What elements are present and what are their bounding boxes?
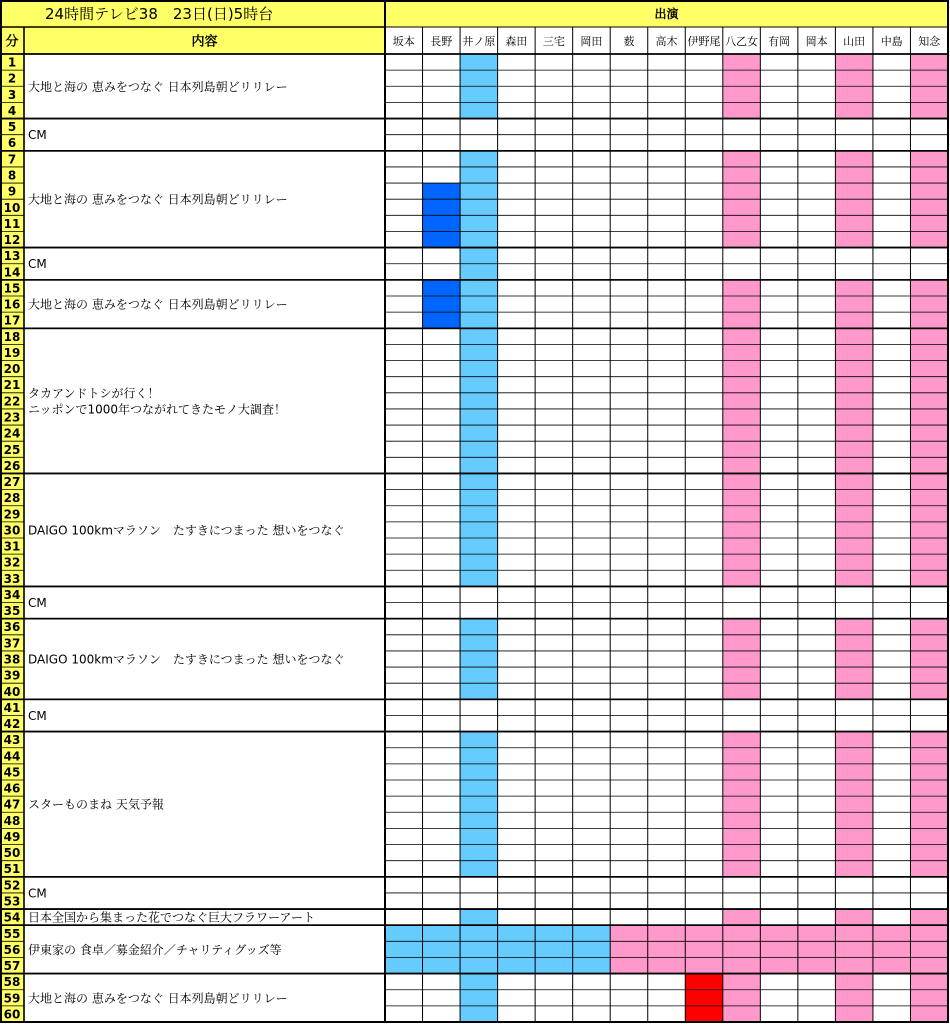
cast-fill-pink <box>835 974 873 1022</box>
cast-fill-pink <box>910 974 948 1022</box>
segment-label: ニッポンで1000年つながれてきたモノ大調査！ <box>28 402 286 417</box>
cast-fill-light_blue <box>460 732 498 877</box>
cast-fill-pink <box>910 280 948 587</box>
minute-number: 12 <box>3 233 21 248</box>
cast-fill-pink <box>723 619 761 700</box>
minute-number: 35 <box>3 604 21 619</box>
minute-number: 28 <box>3 491 21 506</box>
minute-number: 21 <box>3 378 21 393</box>
minute-number: 51 <box>3 862 21 877</box>
performer-name: 有岡 <box>768 35 791 48</box>
minute-header: 分 <box>5 34 19 50</box>
performer-name: 伊野尾 <box>687 35 721 48</box>
minute-number: 39 <box>3 668 21 683</box>
minute-number: 9 <box>7 184 17 199</box>
content-header: 内容 <box>191 34 218 50</box>
minute-number: 1 <box>7 55 17 70</box>
minute-number: 29 <box>3 507 21 522</box>
segment-label: 大地と海の 恵みをつなぐ 日本列島朝どリリレー <box>28 79 288 94</box>
cast-fill-pink <box>723 909 761 925</box>
minute-number: 48 <box>3 813 21 828</box>
minute-number: 14 <box>3 265 21 280</box>
minute-number: 34 <box>3 587 21 602</box>
minute-number: 56 <box>3 942 21 957</box>
minute-number: 50 <box>3 846 21 861</box>
segment-label: 日本全国から集まった花でつなぐ巨大フラワーアート <box>28 910 316 925</box>
performer-name: 知念 <box>918 35 941 48</box>
minute-number: 52 <box>3 878 21 893</box>
segment-label: 大地と海の 恵みをつなぐ 日本列島朝どリリレー <box>28 297 288 312</box>
segment-label: CM <box>28 886 47 901</box>
performer-name: 長野 <box>430 35 453 48</box>
minute-number: 31 <box>3 539 21 554</box>
cast-fill-pink <box>723 974 761 1022</box>
minute-number: 8 <box>7 168 17 183</box>
cast-fill-dark_blue <box>423 280 461 328</box>
performer-name: 井ノ原 <box>462 35 496 48</box>
cast-fill-pink <box>910 732 948 877</box>
minute-number: 49 <box>3 829 21 844</box>
minute-number: 20 <box>3 362 21 377</box>
minute-number: 17 <box>3 313 21 328</box>
minute-number: 42 <box>3 717 21 732</box>
minute-number: 16 <box>3 297 21 312</box>
segment-label: DAIGO 100kmマラソン たすきにつまった 想いをつなぐ <box>28 523 345 538</box>
cast-fill-red <box>685 974 723 1022</box>
segment-label: タカアンドトシが行く！ <box>28 386 160 401</box>
minute-number: 41 <box>3 700 21 715</box>
minute-number: 45 <box>3 765 21 780</box>
segment-label: CM <box>28 128 47 143</box>
cast-fill-pink <box>835 619 873 700</box>
cast-fill-pink <box>610 925 948 973</box>
minute-number: 43 <box>3 733 21 748</box>
segment-label: スターものまね 天気予報 <box>28 797 164 812</box>
minute-number: 2 <box>7 71 17 86</box>
minute-number: 5 <box>7 120 17 135</box>
cast-fill-pink <box>910 909 948 925</box>
minute-number: 10 <box>3 200 21 215</box>
minute-number: 19 <box>3 345 21 360</box>
cast-fill-light_blue <box>460 619 498 700</box>
segment-label: DAIGO 100kmマラソン たすきにつまった 想いをつなぐ <box>28 652 345 667</box>
cast-fill-pink <box>910 619 948 700</box>
minute-number: 30 <box>3 523 21 538</box>
minute-number: 47 <box>3 797 21 812</box>
cast-fill-light_blue <box>460 151 498 328</box>
cast-fill-pink <box>723 280 761 587</box>
segment-label: CM <box>28 708 47 723</box>
minute-number: 37 <box>3 636 21 651</box>
segment-label: CM <box>28 596 47 611</box>
cast-fill-pink <box>835 280 873 587</box>
cast-fill-pink <box>835 909 873 925</box>
minute-number: 23 <box>3 410 21 425</box>
minute-number: 60 <box>3 1007 21 1022</box>
minute-number: 57 <box>3 959 21 974</box>
performer-name: 岡田 <box>580 35 603 48</box>
performer-name: 薮 <box>623 35 635 48</box>
performer-name: 坂本 <box>392 35 415 48</box>
minute-number: 32 <box>3 555 21 570</box>
minute-number: 11 <box>3 216 21 231</box>
performer-name: 岡本 <box>805 35 828 48</box>
segment-label: 大地と海の 恵みをつなぐ 日本列島朝どリリレー <box>28 192 288 207</box>
cast-fill-pink <box>835 732 873 877</box>
minute-number: 55 <box>3 926 21 941</box>
minute-number: 25 <box>3 442 21 457</box>
minute-number: 24 <box>3 426 21 441</box>
minute-number: 27 <box>3 475 21 490</box>
cast-fill-light_blue <box>460 974 498 1022</box>
minute-number: 54 <box>3 910 21 925</box>
minute-number: 53 <box>3 894 21 909</box>
page-title: 24時間テレビ38 23日(日)5時台 <box>45 5 274 23</box>
minute-number: 40 <box>3 684 21 699</box>
minute-number: 26 <box>3 458 21 473</box>
minute-number: 22 <box>3 394 21 409</box>
minute-number: 6 <box>7 136 17 151</box>
minute-number: 33 <box>3 571 21 586</box>
minute-number: 44 <box>3 749 21 764</box>
performer-name: 三宅 <box>542 35 565 48</box>
minute-number: 15 <box>3 281 21 296</box>
minute-number: 58 <box>3 975 21 990</box>
minute-number: 13 <box>3 249 21 264</box>
performer-name: 八乙女 <box>725 35 759 48</box>
segment-label: CM <box>28 257 47 272</box>
minute-number: 7 <box>7 152 17 167</box>
cast-fill-pink <box>723 732 761 877</box>
performer-name: 山田 <box>843 35 866 48</box>
performer-name: 中島 <box>880 35 903 48</box>
minute-number: 3 <box>7 87 17 102</box>
minute-number: 38 <box>3 652 21 667</box>
performer-name: 高木 <box>655 35 678 48</box>
segment-label: 伊東家の 食卓／募金紹介／チャリティグッズ等 <box>28 942 282 957</box>
minute-number: 18 <box>3 329 21 344</box>
minute-number: 46 <box>3 781 21 796</box>
performer-name: 森田 <box>505 35 528 48</box>
minute-number: 4 <box>7 103 17 118</box>
minute-number: 36 <box>3 620 21 635</box>
cast-header: 出演 <box>654 7 679 21</box>
segment-label: 大地と海の 恵みをつなぐ 日本列島朝どリリレー <box>28 991 288 1006</box>
cast-fill-light_blue <box>460 909 498 925</box>
minute-number: 59 <box>3 991 21 1006</box>
